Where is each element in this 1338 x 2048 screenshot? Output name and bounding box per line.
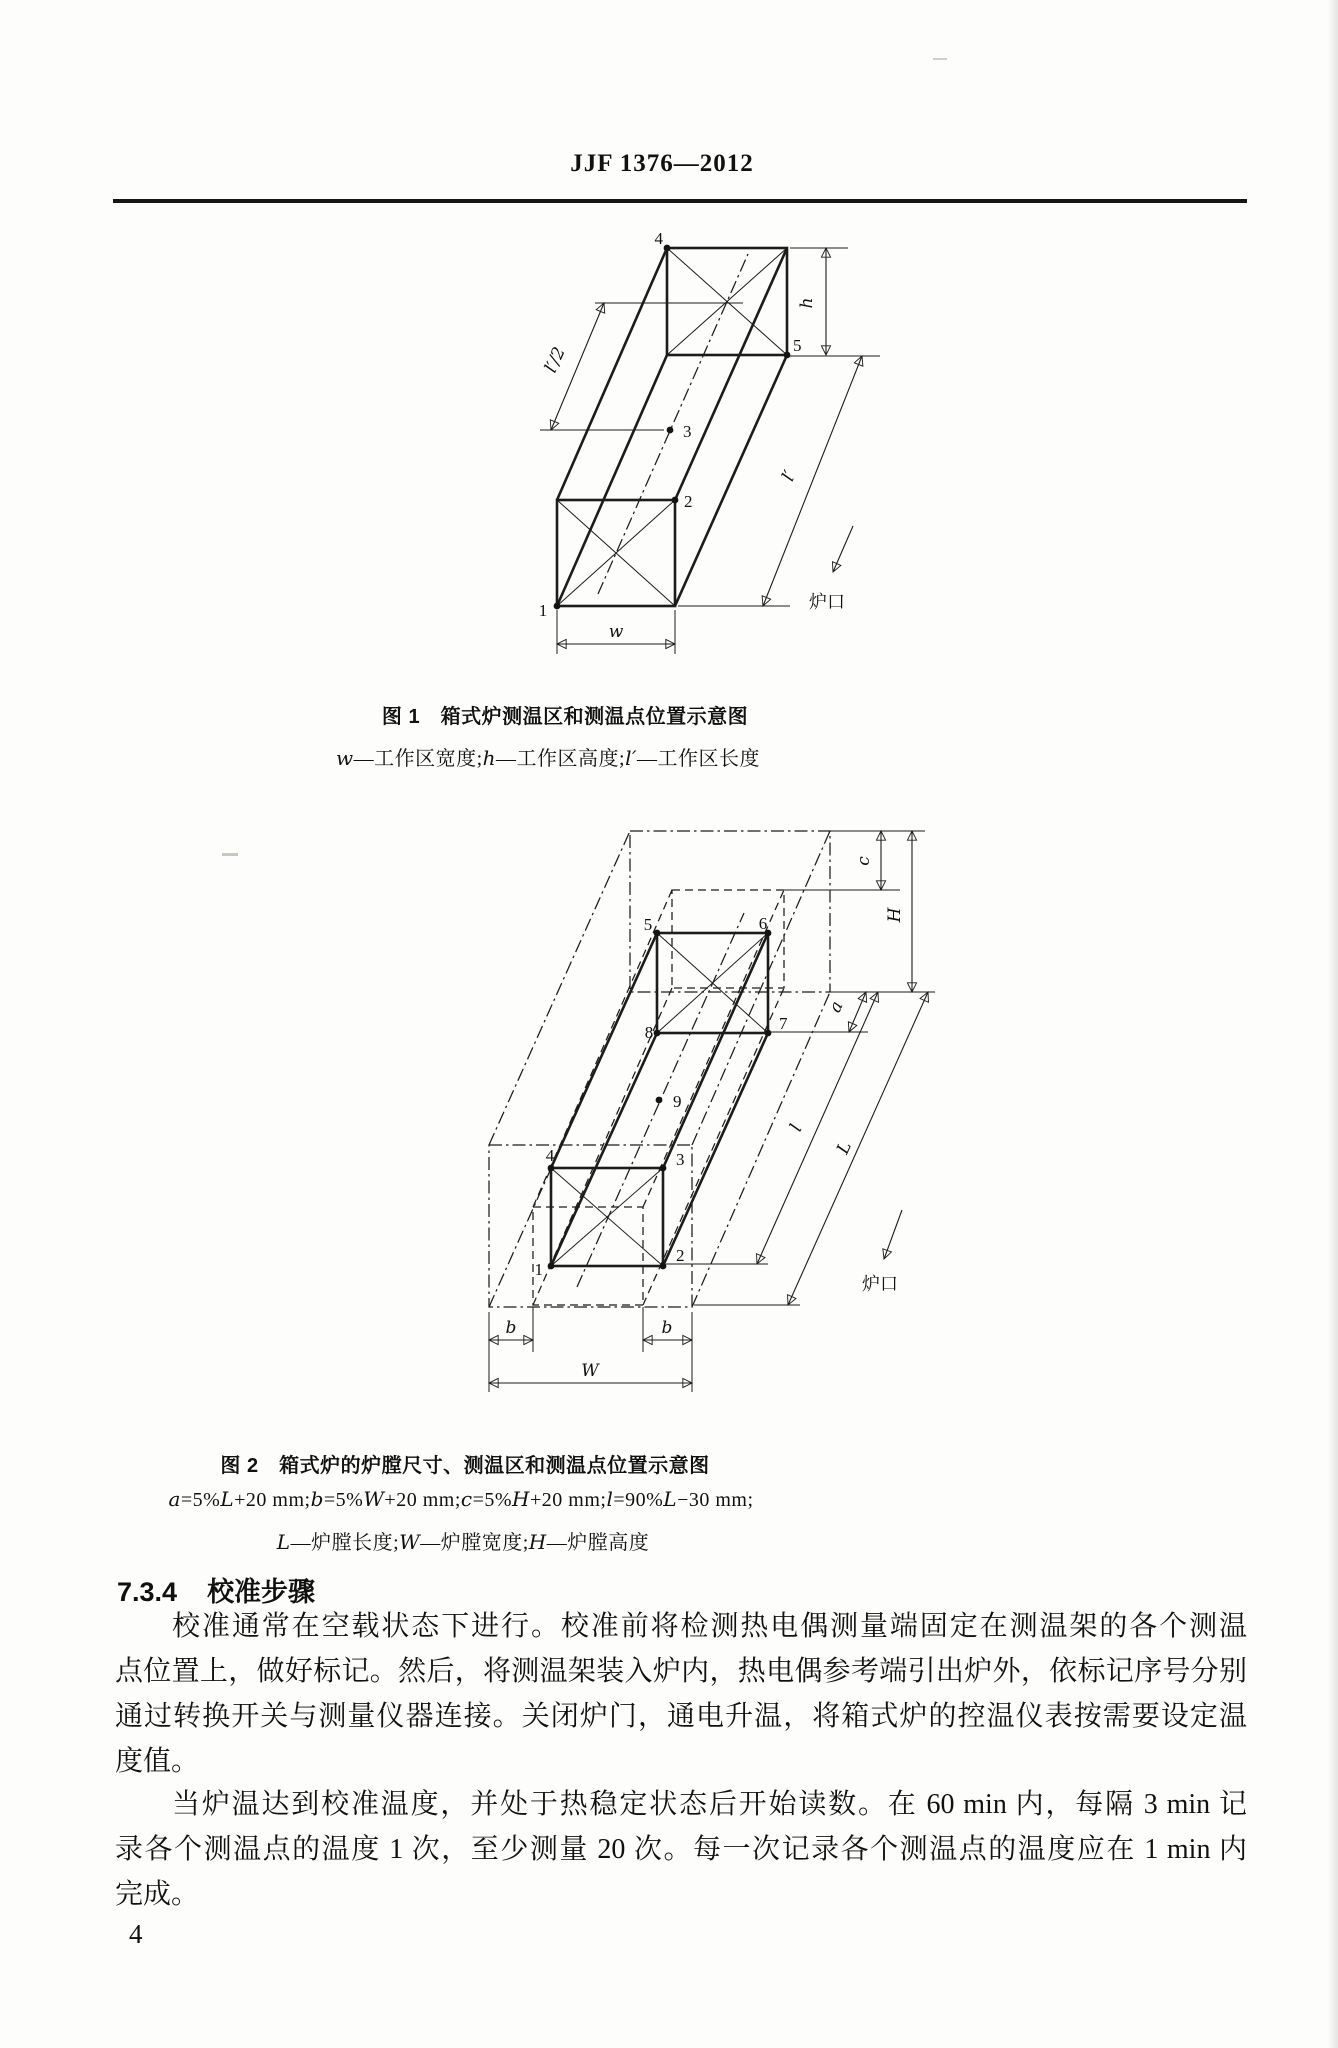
fig2-formula-text: =5% (180, 1489, 221, 1511)
fig2-point-label-6: 6 (758, 914, 768, 933)
fig1-caption: 图 1 箱式炉测温区和测温点位置示意图 (381, 706, 749, 728)
document-header: JJF 1376—2012 (570, 150, 754, 177)
fig2-legend (277, 1526, 649, 1555)
paragraph-1-line-4: 度值。 (115, 1746, 200, 1777)
fig2-dim-label-L: L (832, 1138, 856, 1158)
fig2-legend-var: H (528, 1530, 547, 1554)
fig2-formula-var: L (663, 1487, 678, 1511)
fig1-measure-points (539, 229, 802, 620)
fig2-legend-var: L (276, 1530, 291, 1554)
fig2-formula-text: =5% (472, 1489, 513, 1511)
fig2-dim-label-l: l (786, 1121, 807, 1135)
fig1-sub-text: —工作区长度 (637, 748, 761, 770)
fig2-dim-label-a: a (825, 998, 848, 1016)
fig1-point-label-4: 4 (654, 229, 663, 248)
fig2-point-label-5: 5 (643, 915, 653, 934)
paragraph-2-line-1: 当炉温达到校准温度，并处于热稳定状态后开始读数。在 60 min 内，每隔 3 min 记 (172, 1789, 1247, 1820)
fig2-formula-text: −30 mm; (677, 1489, 754, 1511)
fig1-dim-label-width: w (608, 622, 624, 642)
fig2-point-label-8: 8 (644, 1023, 654, 1042)
fig2-formula-text: +20 mm; (234, 1489, 311, 1511)
fig2-formula-var: b (310, 1487, 324, 1511)
paragraph-2-line-2: 录各个测温点的温度 1 次，至少测量 20 次。每一次记录各个测温点的温度应在 1 min 内 (115, 1834, 1247, 1865)
fig2-dim-label-b-left: b (505, 1318, 517, 1338)
figure-2-diagram (470, 818, 950, 1403)
fig2-formula-text: +20 mm; (384, 1489, 461, 1511)
page-number: 4 (129, 1919, 143, 1949)
fig2-legend-var: W (399, 1530, 421, 1554)
scan-speck (222, 853, 238, 856)
fig2-formula-text: =90% (613, 1489, 664, 1511)
section-title: 校准步骤 (207, 1577, 316, 1607)
fig2-formula-var: l (606, 1487, 614, 1511)
fig2-formula-var: W (363, 1487, 385, 1511)
fig2-measure-points (535, 914, 789, 1279)
fig2-furnace-mouth-label: 炉口 (862, 1274, 898, 1294)
fig1-subcaption (336, 742, 760, 771)
fig1-sub-text: —工作区高度; (496, 748, 626, 770)
section-number: 7.3.4 (117, 1577, 178, 1607)
fig2-point-label-1: 1 (534, 1260, 543, 1279)
fig2-point-label-9: 9 (673, 1092, 682, 1111)
fig2-point-label-2: 2 (676, 1246, 685, 1265)
fig2-formula-var: L (220, 1487, 235, 1511)
fig2-formula-text: =5% (323, 1489, 364, 1511)
fig2-formula-var: c (460, 1487, 473, 1511)
fig2-furnace-chamber-box (489, 831, 830, 1307)
fig2-legend-text: —炉膛长度; (290, 1532, 400, 1554)
paragraph-1 (115, 1604, 1247, 1784)
fig1-point-label-2: 2 (684, 492, 693, 511)
scan-speck (933, 58, 947, 60)
fig2-point-label-3: 3 (676, 1150, 685, 1169)
fig2-point-label-4: 4 (545, 1146, 555, 1165)
fig2-dim-label-b-right: b (661, 1318, 673, 1338)
fig1-dim-label-height: h (797, 297, 817, 309)
paragraph-2 (115, 1782, 1247, 1917)
paragraph-1-line-3: 通过转换开关与测量仪器连接。关闭炉门，通电升温，将箱式炉的控温仪表按需要设定温 (115, 1701, 1247, 1732)
fig1-sub-var-l: l′ (625, 746, 638, 770)
scan-edge-shadow (1328, 0, 1338, 2048)
fig1-work-zone-box (557, 248, 787, 606)
fig1-dim-label-length: l′ (778, 467, 801, 485)
paragraph-2-line-3: 完成。 (115, 1879, 200, 1910)
paragraph-1-line-1: 校准通常在空载状态下进行。校准前将检测热电偶测量端固定在测温架的各个测温 (172, 1611, 1247, 1642)
fig2-dim-label-W: W (581, 1361, 599, 1381)
fig1-point-label-1: 1 (538, 601, 548, 620)
fig2-point-label-7: 7 (779, 1014, 788, 1033)
fig2-legend-text: —炉膛宽度; (420, 1532, 529, 1554)
figure-1-diagram (520, 222, 900, 670)
fig2-formula-var: a (168, 1487, 181, 1511)
fig2-legend-text: —炉膛高度 (546, 1532, 650, 1554)
fig1-furnace-mouth-label: 炉口 (809, 592, 845, 612)
fig1-sub-text: —工作区宽度; (353, 748, 483, 770)
fig2-formula-var: H (512, 1487, 530, 1511)
fig1-sub-var-h: h (482, 746, 497, 770)
fig2-formula-text: +20 mm; (529, 1489, 607, 1511)
fig2-dimension-lines (489, 831, 935, 1392)
fig2-furnace-mouth (862, 1210, 902, 1294)
header-rule (113, 199, 1247, 203)
fig2-dim-label-H: H (885, 907, 905, 923)
fig2-formula (168, 1487, 753, 1512)
fig1-point-label-3: 3 (683, 422, 692, 441)
fig1-point-label-5: 5 (793, 336, 802, 355)
paragraph-1-line-2: 点位置上，做好标记。然后，将测温架装入炉内，热电偶参考端引出炉外，依标记序号分别 (115, 1656, 1247, 1687)
fig2-caption: 图 2 箱式炉的炉膛尺寸、测温区和测温点位置示意图 (220, 1455, 710, 1477)
fig1-dim-label-half-length: l′/2 (541, 344, 570, 376)
fig1-sub-var-w: w (335, 746, 354, 770)
fig1-furnace-mouth (809, 526, 853, 612)
fig2-dim-label-c: c (854, 856, 874, 866)
